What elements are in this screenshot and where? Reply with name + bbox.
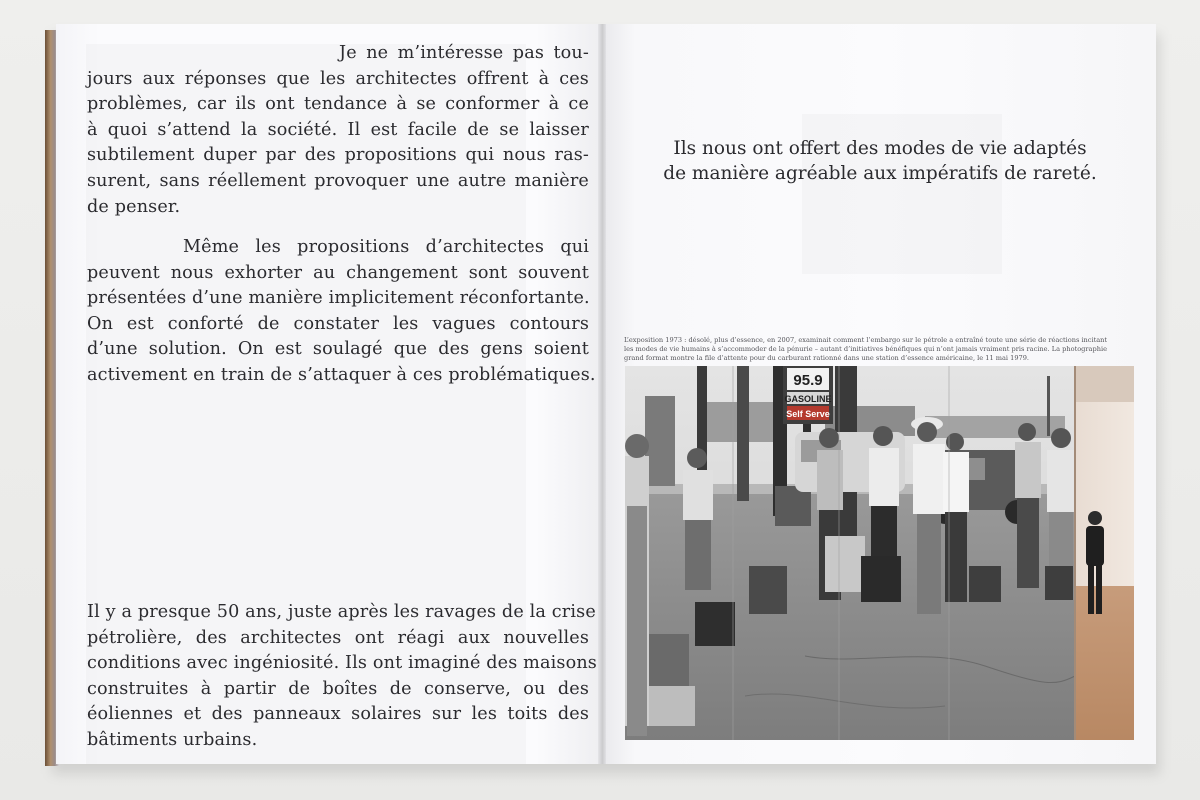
text-line: bâtiments urbains. (87, 729, 258, 750)
paragraph-1 (87, 41, 589, 220)
gas-line-photograph (625, 366, 1134, 740)
caption-line: grand format montre la file d’attente pour du carburant rationné dans une station d’essence américaine, le 11 mai 1979. (624, 354, 1029, 362)
text-line: Je ne m’intéresse pas tou- (339, 43, 589, 63)
text-line: construites à partir de boîtes de conserve, ou des (87, 678, 589, 699)
pull-quote-line: Ils nous ont offert des modes de vie adaptés (673, 138, 1087, 159)
text-line: subtilement duper par des propositions qui nous ras- (87, 145, 589, 166)
caption-line: L’exposition 1973 : désolé, plus d’essence, en 2007, examinait comment l’embargo sur le pétrole a entraîné toute une série de réactions incitant (624, 336, 1108, 344)
paragraph-2 (87, 235, 596, 389)
text-line: conditions avec ingéniosité. Ils ont imaginé des maisons (87, 653, 597, 674)
photo-caption (624, 336, 1132, 363)
text-line: d’une solution. On est soulagé que des gens soient (87, 339, 589, 360)
paragraph-3 (87, 600, 597, 754)
pull-quote-line: de manière agréable aux impératifs de rareté. (663, 163, 1097, 184)
text-line: de penser. (87, 196, 181, 217)
sign-price: 95.9 (793, 372, 823, 389)
pull-quote (630, 136, 1130, 186)
text-line: activement en train de s’attaquer à ces problématiques. (87, 364, 596, 385)
sign-self-serve: Self Serve (786, 409, 830, 419)
text-line: problèmes, car ils ont tendance à se conformer à ce (87, 94, 589, 115)
text-line: à quoi s’attend la société. Il est facile de se laisser (87, 119, 589, 140)
caption-line: les modes de vie humains à s’accommoder de la pénurie – autant d’initiatives bénéfiques qui n’ont jamais vraiment pris racine. La photographie (624, 345, 1107, 353)
text-line: Il y a presque 50 ans, juste après les ravages de la crise (87, 602, 596, 622)
text-line: On est conforté de constater les vagues contours (87, 313, 589, 334)
text-line: présentées d’une manière implicitement réconfortante. (87, 288, 590, 309)
book-gutter (598, 24, 606, 764)
text-line: peuvent nous exhorter au changement sont souvent (87, 262, 589, 283)
text-line: Même les propositions d’architectes qui (183, 237, 589, 257)
text-line: éoliennes et des panneaux solaires sur les toits des (87, 704, 589, 725)
text-line: surent, sans réellement provoquer une autre manière (87, 170, 589, 191)
text-line: jours aux réponses que les architectes offrent à ces (87, 68, 589, 89)
photo-illustration (625, 366, 1134, 740)
sign-gasoline: GASOLINE (784, 394, 832, 404)
text-line: pétrolière, des architectes ont réagi aux nouvelles (87, 627, 589, 648)
